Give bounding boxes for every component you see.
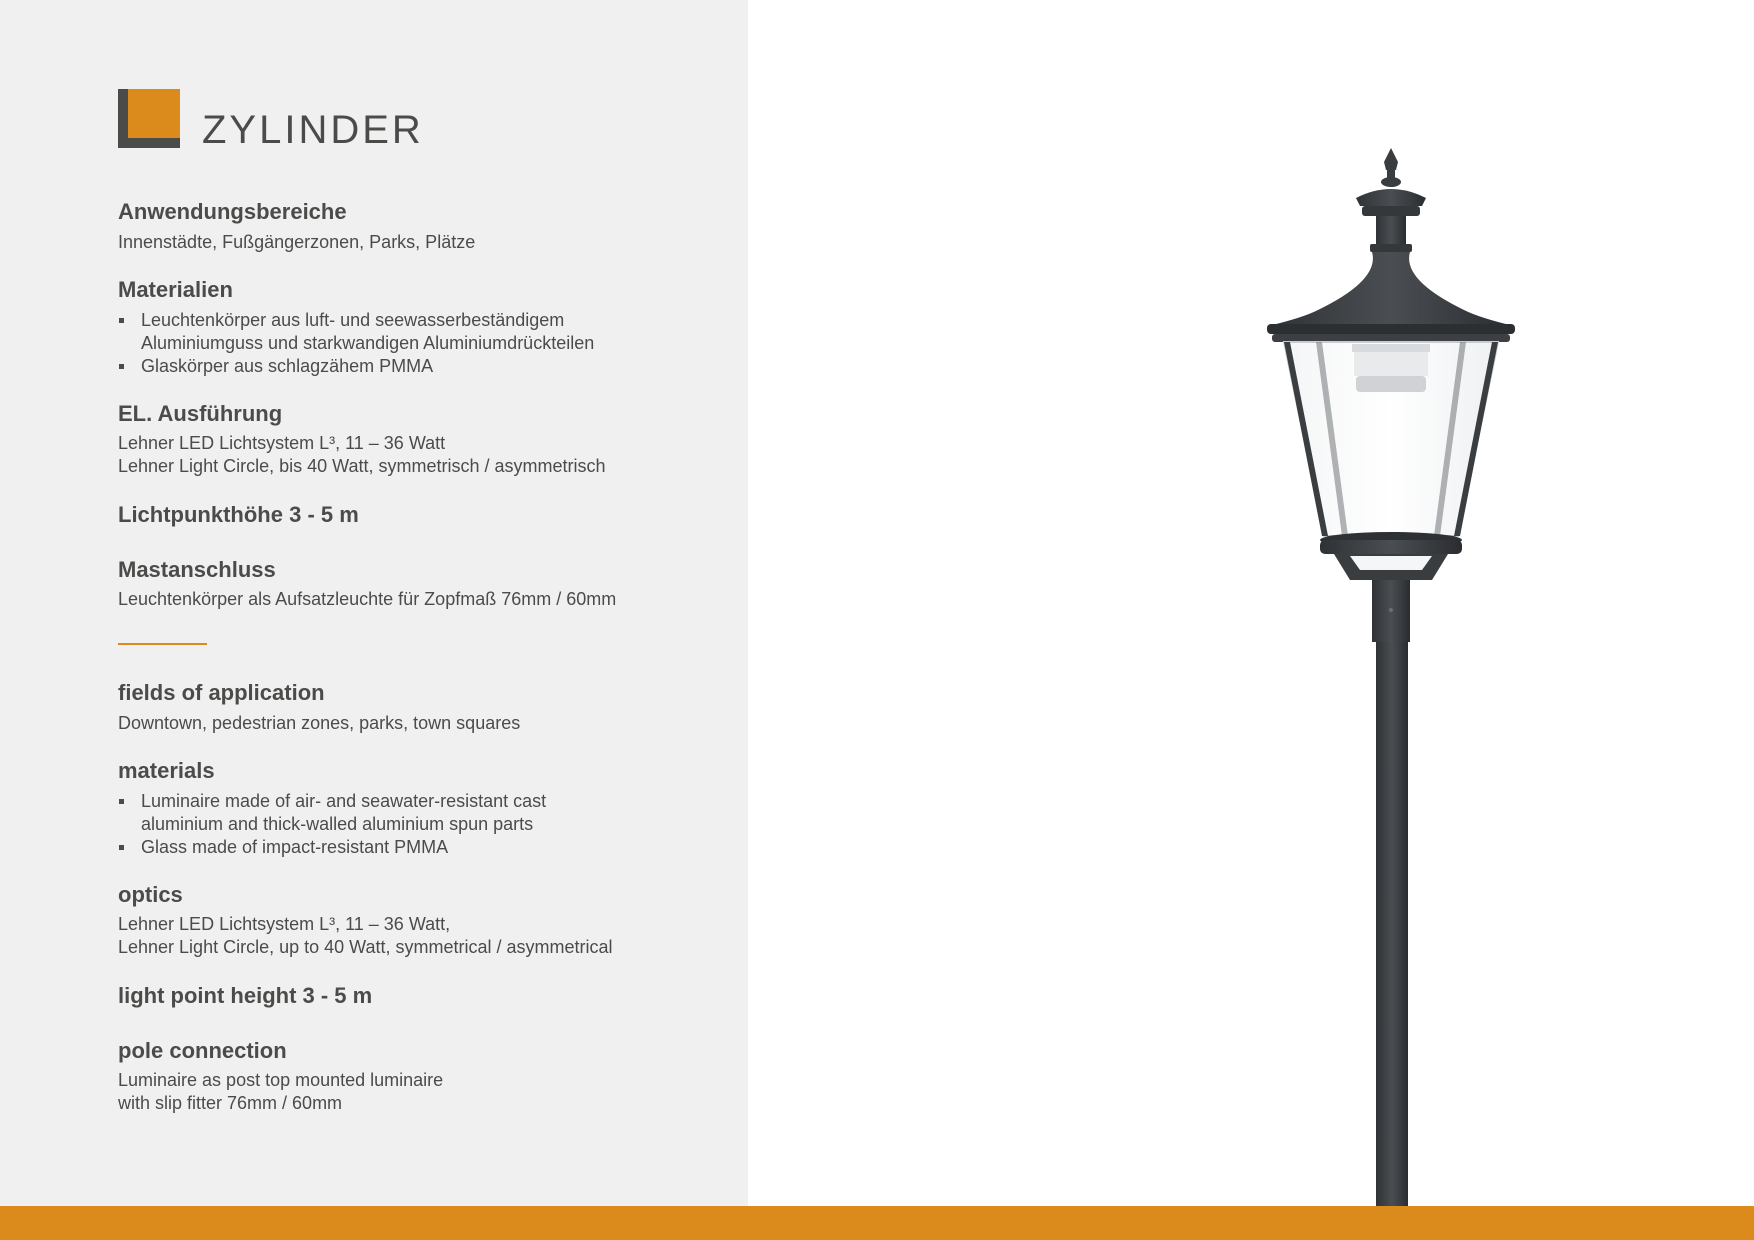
de-mount-text: Leuchtenkörper als Aufsatzleuchte für Zopfmaß 76mm / 60mm: [118, 589, 617, 609]
de-application-text: Innenstädte, Fußgängerzonen, Parks, Plätze: [118, 232, 476, 252]
en-materials-heading: materials: [118, 758, 215, 783]
de-electrical-line1: Lehner LED Lichtsystem L³, 11 – 36 Watt: [118, 433, 446, 453]
list-item-line: Aluminiumguss und starkwandigen Aluminiumdrückteilen: [141, 333, 595, 353]
list-item-line: Glaskörper aus schlagzähem PMMA: [141, 356, 434, 376]
de-materials-list: [118, 309, 594, 378]
list-item: [118, 355, 594, 378]
list-item-line: Luminaire made of air- and seawater-resistant cast: [141, 791, 547, 811]
list-item: [118, 790, 546, 836]
en-height-heading: light point height 3 - 5 m: [118, 983, 373, 1008]
en-materials-list: [118, 790, 546, 859]
de-materials-heading: Materialien: [118, 277, 233, 302]
en-mount-heading: pole connection: [118, 1038, 287, 1063]
de-electrical-heading: EL. Ausführung: [118, 401, 283, 426]
list-item-line: Glass made of impact-resistant PMMA: [141, 837, 449, 857]
en-optics-line2: Lehner Light Circle, up to 40 Watt, symmetrical / asymmetrical: [118, 937, 613, 957]
footer-accent-bar: [0, 1206, 1754, 1240]
de-height-heading: Lichtpunkthöhe 3 - 5 m: [118, 502, 359, 527]
en-application-heading: fields of application: [118, 680, 325, 705]
en-optics-heading: optics: [118, 882, 183, 907]
list-item-line: Leuchtenkörper aus luft- und seewasserbeständigem: [141, 310, 565, 330]
en-application-text: Downtown, pedestrian zones, parks, town squares: [118, 713, 521, 733]
list-item: [118, 836, 546, 859]
section-divider: [118, 643, 207, 645]
list-item: [118, 309, 594, 355]
list-item-line: aluminium and thick-walled aluminium spun parts: [141, 814, 534, 834]
de-application-heading: Anwendungsbereiche: [118, 199, 347, 224]
en-mount-line1: Luminaire as post top mounted luminaire: [118, 1070, 444, 1090]
en-optics-line1: Lehner LED Lichtsystem L³, 11 – 36 Watt,: [118, 914, 451, 934]
brand-title: ZYLINDER: [202, 108, 424, 152]
bullet-icon: [119, 799, 124, 804]
bullet-icon: [119, 364, 124, 369]
en-mount-line2: with slip fitter 76mm / 60mm: [118, 1093, 343, 1113]
brand-logo-icon: [118, 89, 180, 148]
lantern-luminaire-image: [1210, 140, 1540, 1206]
de-mount-heading: Mastanschluss: [118, 557, 276, 582]
bullet-icon: [119, 318, 124, 323]
de-electrical-line2: Lehner Light Circle, bis 40 Watt, symmetrisch / asymmetrisch: [118, 456, 606, 476]
bullet-icon: [119, 845, 124, 850]
